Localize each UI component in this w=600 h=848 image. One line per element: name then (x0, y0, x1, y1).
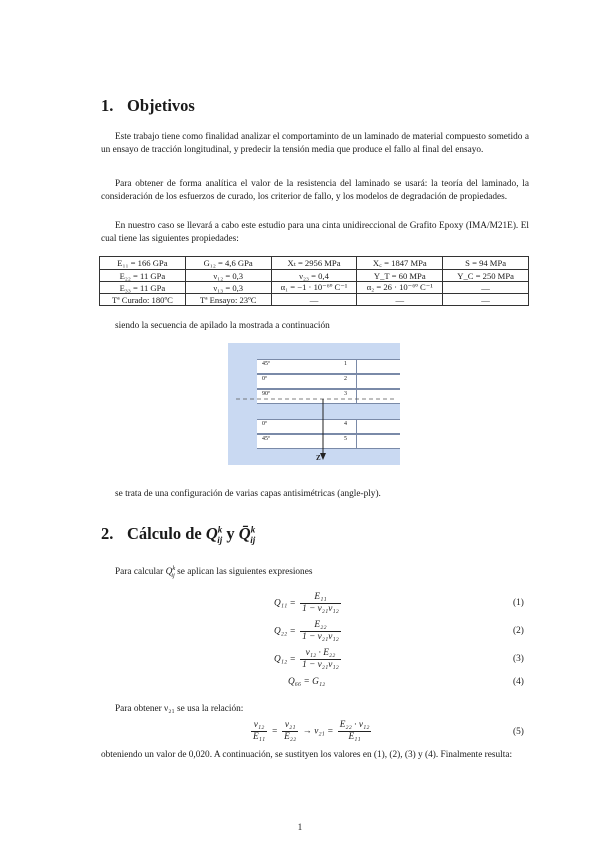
ply-angle: 90º (262, 391, 270, 397)
table-cell: Xₜ = 2956 MPa (271, 257, 357, 270)
table-cell: E₃₃ = 11 GPa (100, 282, 186, 294)
table-cell: α₂ = 26 · 10⁻⁶º C⁻¹ (357, 282, 443, 294)
table-cell: E₂₂ = 11 GPa (100, 270, 186, 282)
intro-text-after: se aplican las siguientes expresiones (177, 567, 313, 578)
section-2-q-sup: k (217, 524, 223, 535)
eq5-equals: = (271, 726, 278, 737)
table-cell: S = 94 MPa (443, 257, 529, 270)
eq2-numerator: E₂₂ (300, 620, 341, 632)
eq5-arrow: → ν₂₁ = (302, 726, 334, 737)
section-2-and: y (226, 524, 235, 543)
laminate-stacking-figure (228, 343, 400, 465)
section-1-title: Objetivos (127, 96, 195, 115)
equation-number-5: (5) (513, 727, 524, 737)
objetivos-text-1: Este trabajo tiene como finalidad analizar el comportaminto de un laminado de material compuesto sometido a un ensayo de tracción longitudinal, y predecir la tensión media que produce el fallo al final del ensayo. (101, 132, 529, 155)
table-row (100, 270, 529, 282)
section-1-heading (101, 96, 195, 116)
equation-number-4: (4) (513, 677, 524, 687)
ply-angle: 45º (262, 436, 270, 442)
table-cell: Tª Ensayo: 23ºC (185, 294, 271, 306)
ply-index: 4 (344, 421, 347, 427)
table-row (100, 294, 529, 306)
ply-angle: 0º (262, 376, 267, 382)
section-2-q-sub: ij (217, 535, 223, 546)
z-axis-label: Z (316, 454, 321, 462)
equation-number-3: (3) (513, 654, 524, 664)
equation-4: Q₆₆ = G₁₂ (288, 677, 326, 687)
objetivos-paragraph-3 (101, 220, 529, 246)
ply-index: 1 (344, 361, 347, 367)
section-1-number: 1. (101, 96, 114, 115)
eq3-denominator: 1 − ν₂₁ν₁₂ (302, 660, 339, 670)
table-cell: α₁ = −1 · 10⁻⁶º C⁻¹ (271, 282, 357, 294)
eq5-a-denominator: E₁₁ (253, 732, 266, 742)
eq5-b-denominator: E₂₂ (284, 732, 297, 742)
figure-lines (228, 343, 400, 465)
page-number: 1 (297, 823, 303, 833)
ply-angle: 45º (262, 361, 270, 367)
objetivos-paragraph-2 (101, 178, 529, 204)
table-cell: E₁₁ = 166 GPa (100, 257, 186, 270)
eq1-numerator: E₁₁ (300, 592, 341, 604)
eq5-a-numerator: ν₁₂ (251, 720, 267, 732)
eq5-c-denominator: E₁₁ (348, 732, 361, 742)
ply-index: 2 (344, 376, 347, 382)
objetivos-paragraph-1 (101, 131, 529, 157)
final-paragraph: obteniendo un valor de 0,020. A continuación, se sustityen los valores en (1), (2), (3) y (4). Finalmente resulta: (101, 750, 513, 760)
eq2-denominator: 1 − ν₂₁ν₁₂ (302, 632, 339, 642)
intro-text-before: Para calcular (115, 567, 164, 578)
nu-intro-text: Para obtener ν₂₁ se usa la relación: (115, 704, 244, 714)
table-cell: — (271, 294, 357, 306)
eq5-b-numerator: ν₂₁ (282, 720, 298, 732)
equation-2 (274, 620, 343, 643)
section-2-title: Cálculo de (127, 524, 202, 543)
section-2-heading (101, 524, 255, 545)
eq1-lhs: Q₁₁ = (274, 598, 296, 609)
ply-index: 3 (344, 391, 347, 397)
table-cell: ν₁₂ = 0,3 (185, 270, 271, 282)
eq3-lhs: Q₁₂ = (274, 654, 296, 665)
eq3-numerator: ν₁₂ · E₂₂ (300, 648, 341, 660)
table-cell: — (443, 294, 529, 306)
table-cell: Y_T = 60 MPa (357, 270, 443, 282)
eq2-lhs: Q₂₂ = (274, 626, 296, 637)
equation-number-1: (1) (513, 598, 524, 608)
equation-5 (249, 720, 373, 743)
properties-table (99, 256, 529, 306)
objetivos-text-2: Para obtener de forma analítica el valor de la resistencia del laminado se usará: la teoría del laminado, la consideración de los esfuerzos de curado, los criterior de fallo, y los modelos de degradación de propiedades. (101, 179, 529, 202)
objetivos-text-3: En nuestro caso se llevará a cabo este estudio para una cinta unidireccional de Grafito Epoxy (IMA/M21E). El cual tiene las siguientes propiedades: (101, 221, 529, 244)
table-cell: G₁₂ = 4,6 GPa (185, 257, 271, 270)
equation-3 (274, 648, 343, 671)
table-cell: ν₂₃ = 0,4 (271, 270, 357, 282)
table-cell: — (357, 294, 443, 306)
stacking-sequence-text: siendo la secuencia de apilado la mostrada a continuación (115, 321, 330, 331)
intro-q-sup: k (172, 565, 176, 572)
table-row (100, 282, 529, 294)
eq1-denominator: 1 − ν₂₁ν₁₂ (302, 604, 339, 614)
table-row (100, 257, 529, 270)
ply-index: 5 (344, 436, 347, 442)
table-cell: Y_C = 250 MPa (443, 270, 529, 282)
section-2-intro (115, 562, 312, 582)
section-2-number: 2. (101, 524, 114, 543)
intro-q-sub: ij (171, 571, 175, 579)
intro-q: Q (165, 567, 173, 578)
section-2-qbar: Q̄ (238, 524, 251, 543)
table-cell: Tª Curado: 180ºC (100, 294, 186, 306)
eq5-c-numerator: E₂₂ · ν₁₂ (339, 720, 370, 730)
angle-ply-text: se trata de una configuración de varias capas antisimétricas (angle-ply). (115, 489, 381, 499)
table-cell: — (443, 282, 529, 294)
equation-number-2: (2) (513, 626, 524, 636)
section-2-qbar-sub: ij (250, 535, 256, 546)
section-2-q: Q (205, 524, 218, 543)
section-2-qbar-sup: k (250, 524, 256, 535)
ply-angle: 0º (262, 421, 267, 427)
table-cell: X꜀ = 1847 MPa (357, 257, 443, 270)
table-cell: ν₁₃ = 0,3 (185, 282, 271, 294)
equation-1 (274, 592, 343, 615)
